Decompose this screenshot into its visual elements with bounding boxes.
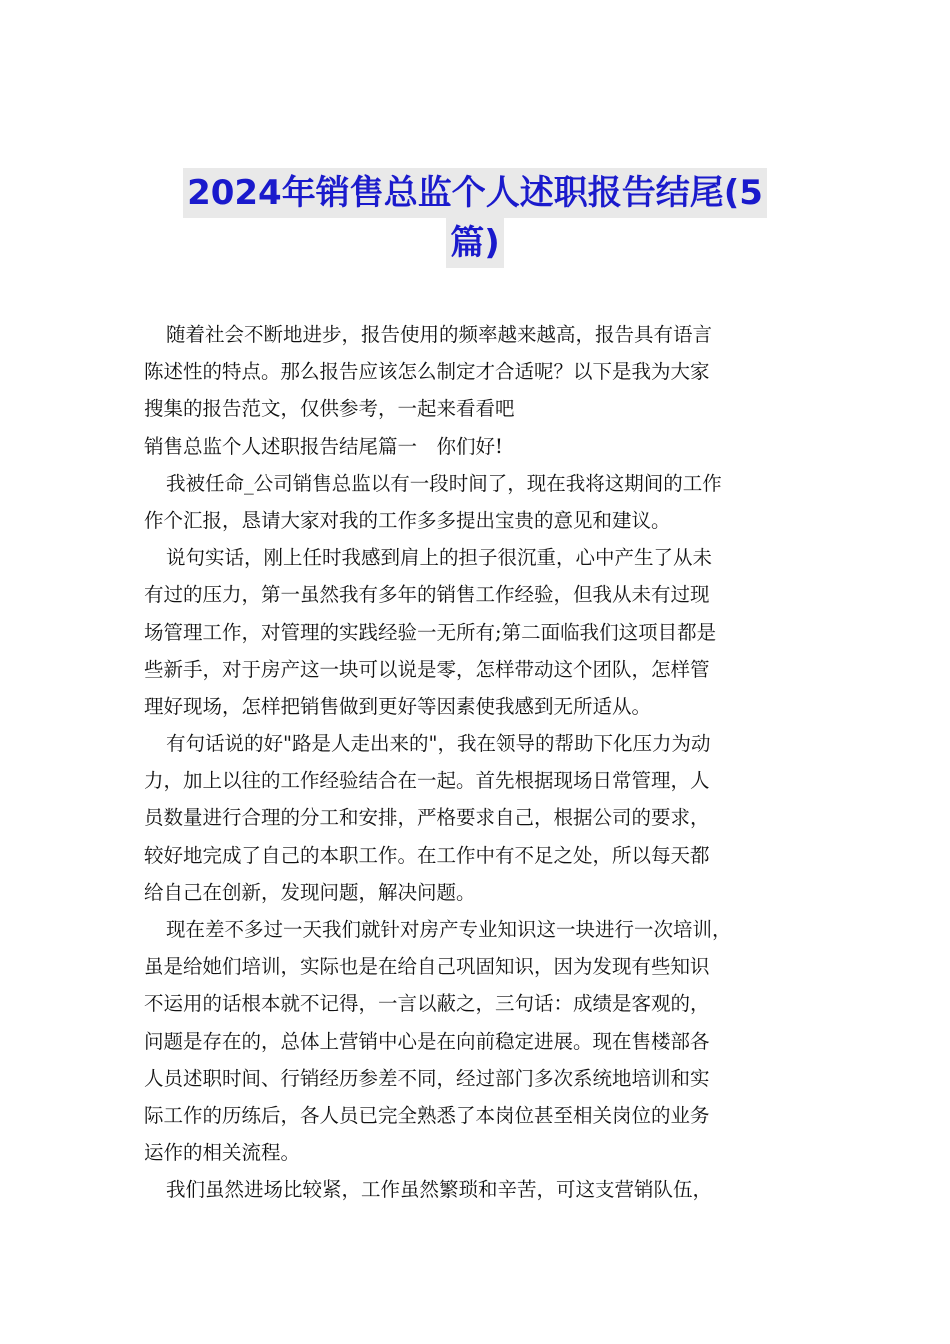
text-line: 陈述性的特点。那么报告应该怎么制定才合适呢？以下是我为大家 — [144, 360, 710, 384]
text-line: 人员述职时间、行销经历参差不同，经过部门多次系统地培训和实 — [144, 1066, 710, 1090]
text-line: 作个汇报，恳请大家对我的工作多多提出宝贵的意见和建议。 — [144, 508, 671, 532]
text-line: 我被任命_公司销售总监以有一段时间了，现在我将这期间的工作 — [166, 471, 722, 495]
text-line: 现在差不多过一天我们就针对房产专业知识这一块进行一次培训， — [166, 918, 732, 941]
text-line: 我们虽然进场比较紧，工作虽然繁琐和辛苦，可这支营销队伍， — [166, 1178, 713, 1202]
text-line: 问题是存在的，总体上营销中心是在向前稳定进展。现在售楼部各 — [144, 1029, 710, 1053]
text-line: 运作的相关流程。 — [144, 1141, 301, 1165]
text-line: 不运用的话根本就不记得，一言以蔽之，三句话：成绩是客观的， — [144, 992, 710, 1016]
document-title — [140, 168, 810, 268]
text-line: 较好地完成了自己的本职工作。在工作中有不足之处，所以每天都 — [144, 843, 710, 867]
document-body — [144, 316, 824, 1209]
text-line: 给自己在创新，发现问题，解决问题。 — [144, 880, 476, 904]
text-line: 场管理工作，对管理的实践经验一无所有;第二面临我们这项目都是 — [144, 620, 717, 644]
text-line: 有过的压力，第一虽然我有多年的销售工作经验，但我从未有过现 — [144, 583, 710, 607]
text-line: 搜集的报告范文，仅供参考，一起来看看吧 — [144, 397, 515, 421]
text-line: 些新手，对于房产这一块可以说是零，怎样带动这个团队，怎样管 — [144, 657, 710, 681]
text-line: 随着社会不断地进步，报告使用的频率越来越高，报告具有语言 — [166, 323, 713, 346]
text-line: 理好现场，怎样把销售做到更好等因素使我感到无所适从。 — [144, 694, 652, 718]
title-line-1: 2024年销售总监个人述职报告结尾(5 — [183, 168, 767, 218]
text-line: 说句实话，刚上任时我感到肩上的担子很沉重，心中产生了从未 — [166, 546, 713, 570]
text-line: 际工作的历练后，各人员已完全熟悉了本岗位甚至相关岗位的业务 — [144, 1103, 710, 1127]
text-line: 员数量进行合理的分工和安排，严格要求自己，根据公司的要求， — [144, 806, 710, 830]
text-line: 有句话说的好"路是人走出来的"，我在领导的帮助下化压力为动 — [166, 732, 711, 756]
title-line-2: 篇) — [446, 218, 504, 268]
text-line: 销售总监个人述职报告结尾篇一 你们好! — [144, 434, 503, 458]
text-line: 力，加上以往的工作经验结合在一起。首先根据现场日常管理，人 — [144, 769, 710, 793]
text-line: 虽是给她们培训，实际也是在给自己巩固知识，因为发现有些知识 — [144, 955, 710, 979]
